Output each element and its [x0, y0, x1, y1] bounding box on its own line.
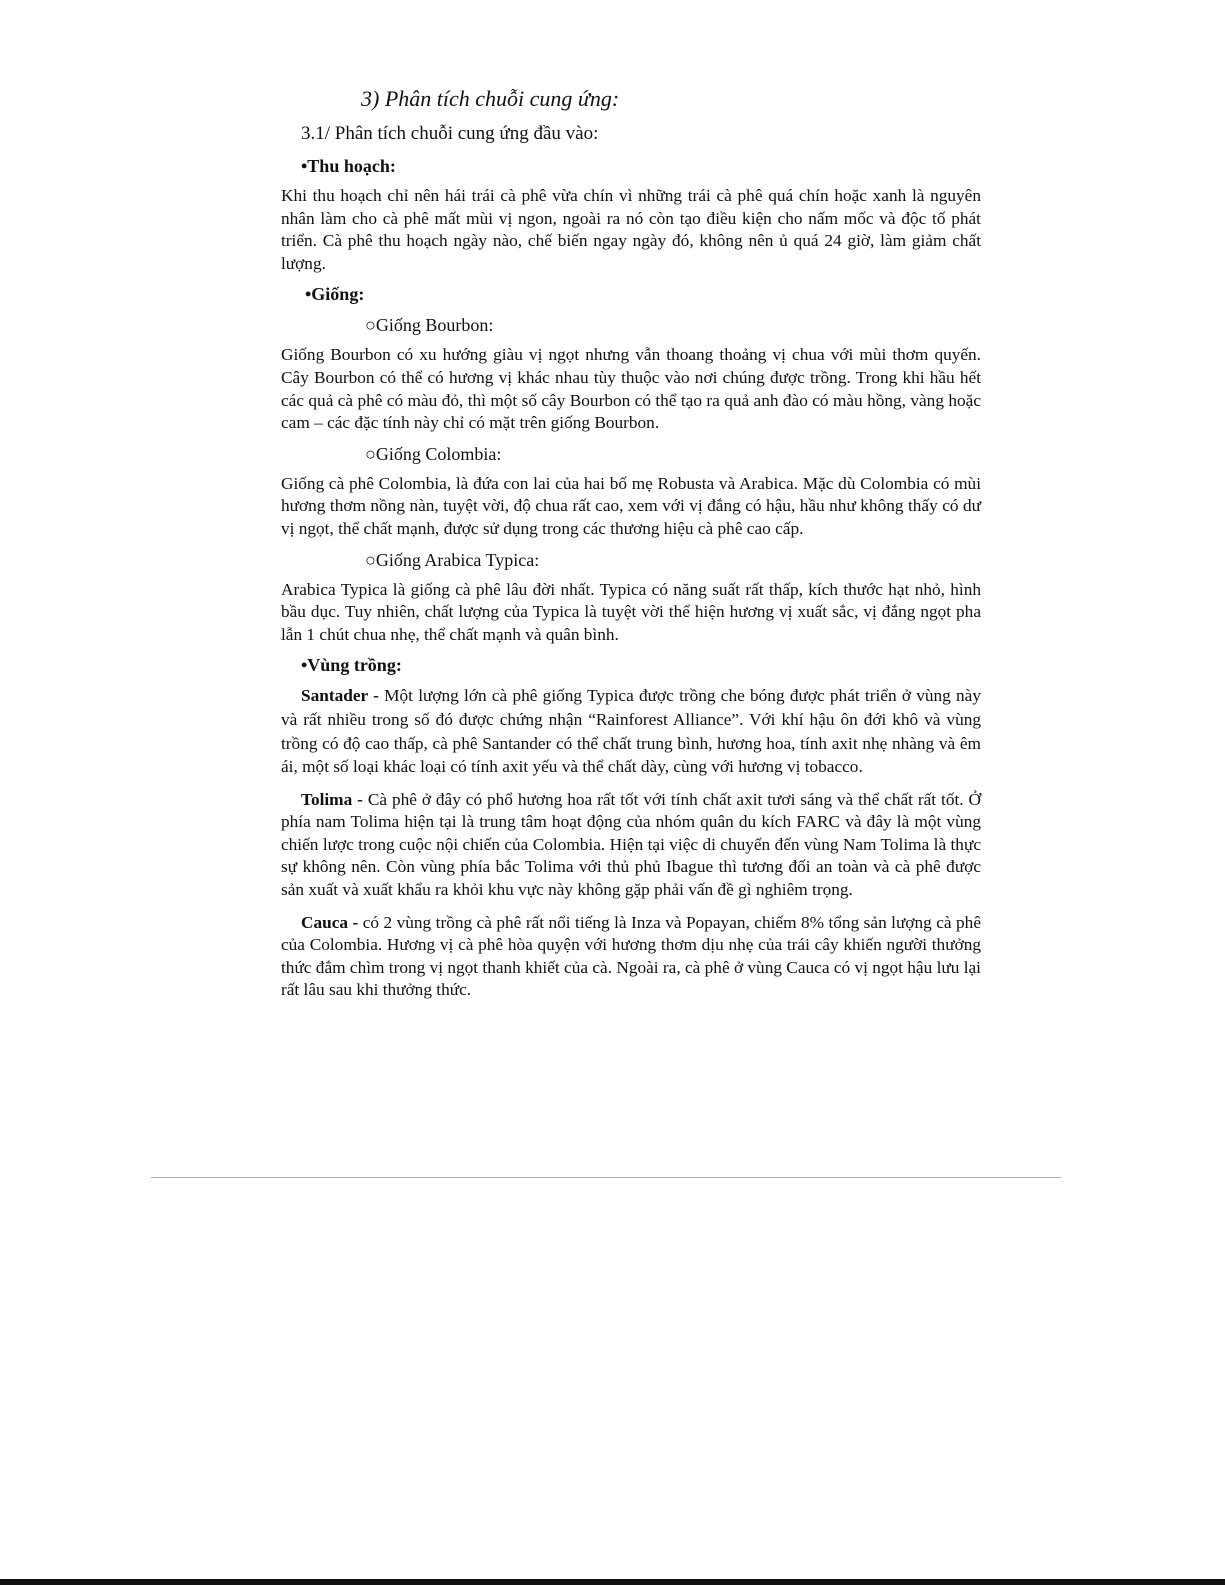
- variety-heading-bourbon: ○Giống Bourbon:: [365, 315, 494, 336]
- paragraph-colombia: Giống cà phê Colombia, là đứa con lai của hai bố mẹ Robusta và Arabica. Mặc dù Colombia có mùi hương thơm nồng nàn, tuyệt vời, độ chua rất cao, xem với vị đắng có hậu, hầu như không thấy có dư vị ngọt, thể chất mạnh, được sử dụng trong các thương hiệu cà phê cao cấp.: [281, 473, 981, 538]
- paragraph-harvest: Khi thu hoạch chỉ nên hái trái cà phê vừa chín vì những trái cà phê quá chín hoặc xanh là nguyên nhân làm cho cà phê mất mùi vị ngon, ngoài ra nó còn tạo điều kiện cho nấm mốc và độc tố phát triển. Cà phê thu hoạch ngày nào, chế biến ngay ngày đó, không nên ủ quá 24 giờ, làm giảm chất lượng.: [281, 186, 981, 273]
- region-name-cauca: Cauca -: [301, 912, 359, 932]
- subsection-title: 3.1/ Phân tích chuỗi cung ứng đầu vào:: [301, 123, 599, 144]
- page-divider: [151, 1177, 1061, 1178]
- bullet-regions: •Vùng trồng:: [301, 655, 402, 676]
- region-text-santander: Một lượng lớn cà phê giống Typica được trồng che bóng được phát triển ở vùng này và rất nhiều trong số đó được chứng nhận “Rainforest Alliance”. Với khí hậu ôn đới khô và vùng trồng có độ cao thấp, cà phê Santander có thể chất trung bình, hương hoa, tính axit nhẹ nhàng và êm ái, một số loại khác loại có tính axit yếu và thể chất dày, cùng với hương vị tobacco.: [281, 686, 981, 777]
- section-title: 3) Phân tích chuỗi cung ứng:: [361, 86, 620, 111]
- paragraph-tolima: [281, 789, 981, 902]
- region-name-santander: Santader -: [301, 686, 379, 706]
- paragraph-typica: Arabica Typica là giống cà phê lâu đời nhất. Typica có năng suất rất thấp, kích thước hạt nhỏ, hình bầu dục. Tuy nhiên, chất lượng của Typica là tuyệt vời thể hiện hương vị xuất sắc, vị đắng ngọt pha lẫn 1 chút chua nhẹ, thể chất mạnh và quân bình.: [281, 579, 981, 644]
- variety-heading-colombia: ○Giống Colombia:: [365, 443, 502, 464]
- bullet-varieties: •Giống:: [305, 284, 365, 305]
- paragraph-bourbon: Giống Bourbon có xu hướng giàu vị ngọt nhưng vẫn thoang thoảng vị chua với mùi thơm quyến. Cây Bourbon có thể có hương vị khác nhau tùy thuộc vào nơi chúng được trồng. Trong khi hầu hết các quả cà phê có màu đỏ, thì một số cây Bourbon có thể tạo ra quả anh đào có màu hồng, vàng hoặc cam – các đặc tính này chỉ có mặt trên giống Bourbon.: [281, 345, 981, 433]
- variety-heading-typica: ○Giống Arabica Typica:: [365, 549, 540, 570]
- region-text-tolima: Cà phê ở đây có phổ hương hoa rất tốt với tính chất axit tươi sáng và thể chất rất tốt. Ở phía nam Tolima hiện tại là trung tâm hoạt động của nhóm quân du kích FARC và đây là một vùng chiến lược trong cuộc nội chiến của Colombia. Hiện tại việc di chuyển đến vùng Nam Tolima là thực sự không nên. Còn vùng phía bắc Tolima với thủ phủ Ibague thì tương đối an toàn và cà phê được sản xuất và xuất khẩu ra khỏi khu vực này không gặp phải vấn đề gì nghiêm trọng.: [281, 789, 981, 900]
- page-content: [281, 84, 981, 1002]
- region-text-cauca: có 2 vùng trồng cà phê rất nổi tiếng là Inza và Popayan, chiếm 8% tổng sản lượng cà phê của Colombia. Hương vị cà phê hòa quyện với hương thơm dịu nhẹ của trái cây khiến người thưởng thức đắm chìm trong vị ngọt thanh khiết của cà. Ngoài ra, cà phê ở vùng Cauca có vị ngọt hậu lưu lại rất lâu sau khi thưởng thức.: [281, 912, 981, 1000]
- paragraph-santander: [281, 684, 981, 778]
- bottom-edge-bar: [0, 1579, 1225, 1585]
- bullet-harvest: •Thu hoạch:: [301, 156, 396, 176]
- paragraph-cauca: [281, 912, 981, 1002]
- region-name-tolima: Tolima -: [301, 789, 363, 809]
